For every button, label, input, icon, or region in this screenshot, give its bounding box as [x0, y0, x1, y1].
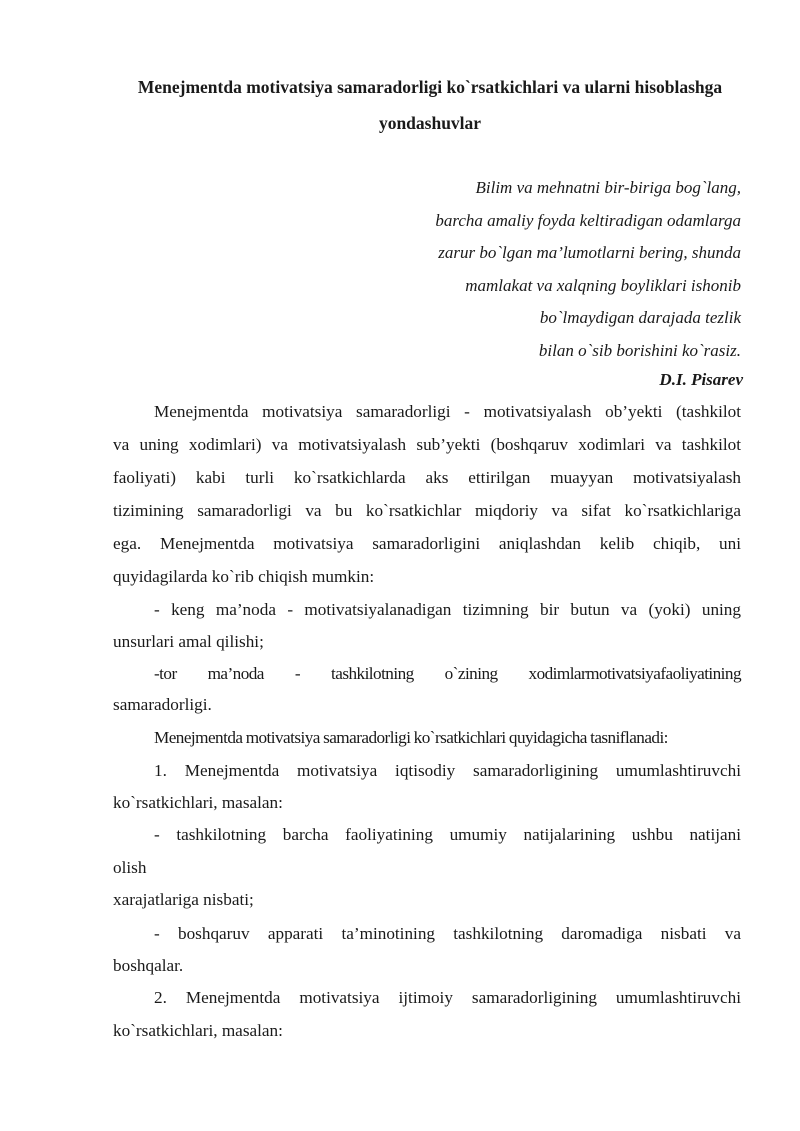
epigraph-line: bilan o`sib borishini ko`rasiz.: [538, 340, 741, 360]
body-line: Menejmentda motivatsiya samaradorligi ko`rsatkichlari quyidagicha tasniflanadi:: [154, 728, 668, 747]
body-line: quyidagilarda ko`rib chiqish mumkin:: [113, 567, 375, 586]
list-item-line: -tor ma’noda - tashkilotning o`zining xodimlarmotivatsiyafaoliyatining: [154, 664, 741, 683]
body-line: va uning xodimlari) va motivatsiyalash sub’yekti (boshqaruv xodimlari va tashkilot: [113, 435, 741, 454]
body-line: ega. Menejmentda motivatsiya samaradorligini aniqlashdan kelib chiqib, uni: [113, 534, 741, 553]
title-line-1: Menejmentda motivatsiya samaradorligi ko`rsatkichlari va ularni hisoblashga: [137, 77, 723, 97]
body-line: tizimining samaradorligi va bu ko`rsatkichlar miqdoriy va sifat ko`rsatkichlariga: [113, 501, 741, 520]
body-line: Menejmentda motivatsiya samaradorligi - motivatsiyalash ob’yekti (tashkilot: [154, 402, 741, 421]
list-item-line: ko`rsatkichlari, masalan:: [113, 1021, 283, 1040]
list-item-line: ko`rsatkichlari, masalan:: [113, 793, 283, 812]
list-item-line: xarajatlariga nisbati;: [113, 890, 254, 909]
epigraph-line: barcha amaliy foyda keltiradigan odamlarga: [435, 210, 741, 230]
body-line: faoliyati) kabi turli ko`rsatkichlarda aks ettirilgan muayyan motivatsiyalash: [113, 468, 741, 487]
epigraph: [435, 172, 741, 367]
list-item-line: samaradorligi.: [113, 695, 212, 714]
epigraph-line: zarur bo`lgan ma’lumotlarni bering, shunda: [438, 243, 741, 262]
list-item-line: - keng ma’noda - motivatsiyalanadigan tizimning bir butun va (yoki) uning: [154, 600, 741, 619]
list-item-line: olish: [113, 858, 147, 877]
epigraph-author: D.I. Pisarev: [659, 370, 743, 389]
epigraph-line: Bilim va mehnatni bir-biriga bog`lang,: [475, 178, 741, 197]
document-title: [100, 72, 760, 139]
list-item-line: boshqalar.: [113, 956, 184, 975]
list-item-line: - tashkilotning barcha faoliyatining umumiy natijalarining ushbu natijani: [154, 825, 741, 844]
epigraph-line: mamlakat va xalqning boyliklari ishonib: [465, 275, 741, 295]
list-item-line: 2. Menejmentda motivatsiya ijtimoiy samaradorligining umumlashtiruvchi: [154, 988, 741, 1007]
list-item-line: unsurlari amal qilishi;: [113, 632, 264, 651]
list-item-line: - boshqaruv apparati ta’minotining tashkilotning daromadiga nisbati va: [154, 924, 741, 943]
list-item-line: 1. Menejmentda motivatsiya iqtisodiy samaradorligining umumlashtiruvchi: [154, 761, 741, 780]
title-line-2: yondashuvlar: [378, 113, 482, 133]
epigraph-line: bo`lmaydigan darajada tezlik: [539, 308, 741, 327]
